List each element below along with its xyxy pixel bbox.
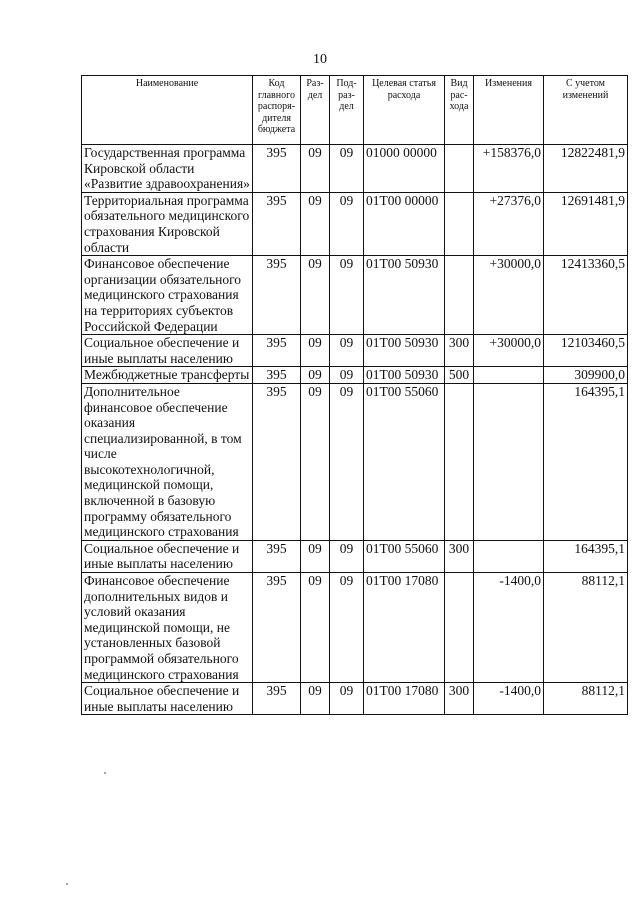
cell-kind	[445, 573, 474, 683]
table-row	[82, 256, 628, 335]
cell-total: 12413360,5	[544, 256, 628, 335]
header-changes: Изменения	[474, 76, 544, 145]
cell-target: 01Т00 55060	[364, 383, 445, 540]
scan-speck	[104, 772, 106, 774]
cell-subsection: 09	[330, 383, 364, 540]
cell-name: Межбюджетные трансферты	[82, 367, 253, 384]
budget-table	[81, 75, 628, 715]
cell-changes	[474, 367, 544, 384]
cell-name: Дополнительное финансовое обеспечение оказания специализированной, в том числе высокотехнологичной, медицинской помощи, включенной в базовую программу обязательного медицинского страхования	[82, 383, 253, 540]
header-total: С учетом изменений	[544, 76, 628, 145]
cell-code: 395	[253, 192, 301, 255]
cell-changes: -1400,0	[474, 683, 544, 715]
cell-total: 164395,1	[544, 540, 628, 572]
cell-kind	[445, 383, 474, 540]
cell-kind: 300	[445, 540, 474, 572]
cell-name: Социальное обеспечение и иные выплаты населению	[82, 335, 253, 367]
cell-section: 09	[301, 573, 330, 683]
cell-total: 12691481,9	[544, 192, 628, 255]
cell-changes: -1400,0	[474, 573, 544, 683]
header-code: Код главного распоря-дителя бюджета	[253, 76, 301, 145]
cell-code: 395	[253, 367, 301, 384]
cell-kind	[445, 145, 474, 193]
cell-subsection: 09	[330, 335, 364, 367]
cell-target: 01Т00 00000	[364, 192, 445, 255]
cell-name: Социальное обеспечение и иные выплаты населению	[82, 683, 253, 715]
header-section: Раз-дел	[301, 76, 330, 145]
cell-changes: +27376,0	[474, 192, 544, 255]
table-row	[82, 192, 628, 255]
table-row	[82, 540, 628, 572]
cell-changes: +158376,0	[474, 145, 544, 193]
cell-target: 01Т00 50930	[364, 367, 445, 384]
cell-changes	[474, 540, 544, 572]
cell-subsection: 09	[330, 367, 364, 384]
cell-target: 01Т00 50930	[364, 335, 445, 367]
cell-total: 164395,1	[544, 383, 628, 540]
cell-code: 395	[253, 256, 301, 335]
cell-code: 395	[253, 145, 301, 193]
table-row	[82, 145, 628, 193]
cell-changes	[474, 383, 544, 540]
cell-name: Социальное обеспечение и иные выплаты населению	[82, 540, 253, 572]
header-subsection: Под-раз-дел	[330, 76, 364, 145]
cell-code: 395	[253, 335, 301, 367]
cell-section: 09	[301, 145, 330, 193]
cell-subsection: 09	[330, 256, 364, 335]
table-row	[82, 683, 628, 715]
cell-total: 309900,0	[544, 367, 628, 384]
cell-subsection: 09	[330, 540, 364, 572]
cell-section: 09	[301, 256, 330, 335]
cell-name: Территориальная программа обязательного медицинского страхования Кировской области	[82, 192, 253, 255]
table-row	[82, 383, 628, 540]
cell-subsection: 09	[330, 192, 364, 255]
cell-changes: +30000,0	[474, 335, 544, 367]
cell-total: 12103460,5	[544, 335, 628, 367]
cell-target: 01Т00 17080	[364, 573, 445, 683]
table-row	[82, 367, 628, 384]
cell-total: 12822481,9	[544, 145, 628, 193]
table-row	[82, 335, 628, 367]
cell-target: 01000 00000	[364, 145, 445, 193]
cell-total: 88112,1	[544, 683, 628, 715]
header-kind: Вид рас-хода	[445, 76, 474, 145]
cell-kind: 500	[445, 367, 474, 384]
table-row	[82, 573, 628, 683]
cell-name: Финансовое обеспечение организации обязательного медицинского страхования на территориях субъектов Российской Федерации	[82, 256, 253, 335]
cell-section: 09	[301, 335, 330, 367]
header-row	[82, 76, 628, 145]
cell-target: 01Т00 55060	[364, 540, 445, 572]
cell-target: 01Т00 50930	[364, 256, 445, 335]
cell-target: 01Т00 17080	[364, 683, 445, 715]
header-name: Наименование	[82, 76, 253, 145]
cell-subsection: 09	[330, 145, 364, 193]
cell-subsection: 09	[330, 573, 364, 683]
cell-section: 09	[301, 540, 330, 572]
cell-kind	[445, 256, 474, 335]
cell-section: 09	[301, 192, 330, 255]
cell-changes: +30000,0	[474, 256, 544, 335]
cell-kind: 300	[445, 335, 474, 367]
cell-kind	[445, 192, 474, 255]
cell-section: 09	[301, 383, 330, 540]
cell-kind: 300	[445, 683, 474, 715]
cell-code: 395	[253, 573, 301, 683]
cell-section: 09	[301, 367, 330, 384]
scan-speck	[66, 883, 68, 885]
cell-name: Финансовое обеспечение дополнительных видов и условий оказания медицинской помощи, не установленных базовой программой обязательного медицинского страхования	[82, 573, 253, 683]
cell-code: 395	[253, 383, 301, 540]
cell-section: 09	[301, 683, 330, 715]
cell-subsection: 09	[330, 683, 364, 715]
cell-code: 395	[253, 540, 301, 572]
cell-name: Государственная программа Кировской области «Развитие здравоохранения»	[82, 145, 253, 193]
header-target: Целевая статья расхода	[364, 76, 445, 145]
cell-code: 395	[253, 683, 301, 715]
cell-total: 88112,1	[544, 573, 628, 683]
page-number: 10	[313, 52, 327, 67]
